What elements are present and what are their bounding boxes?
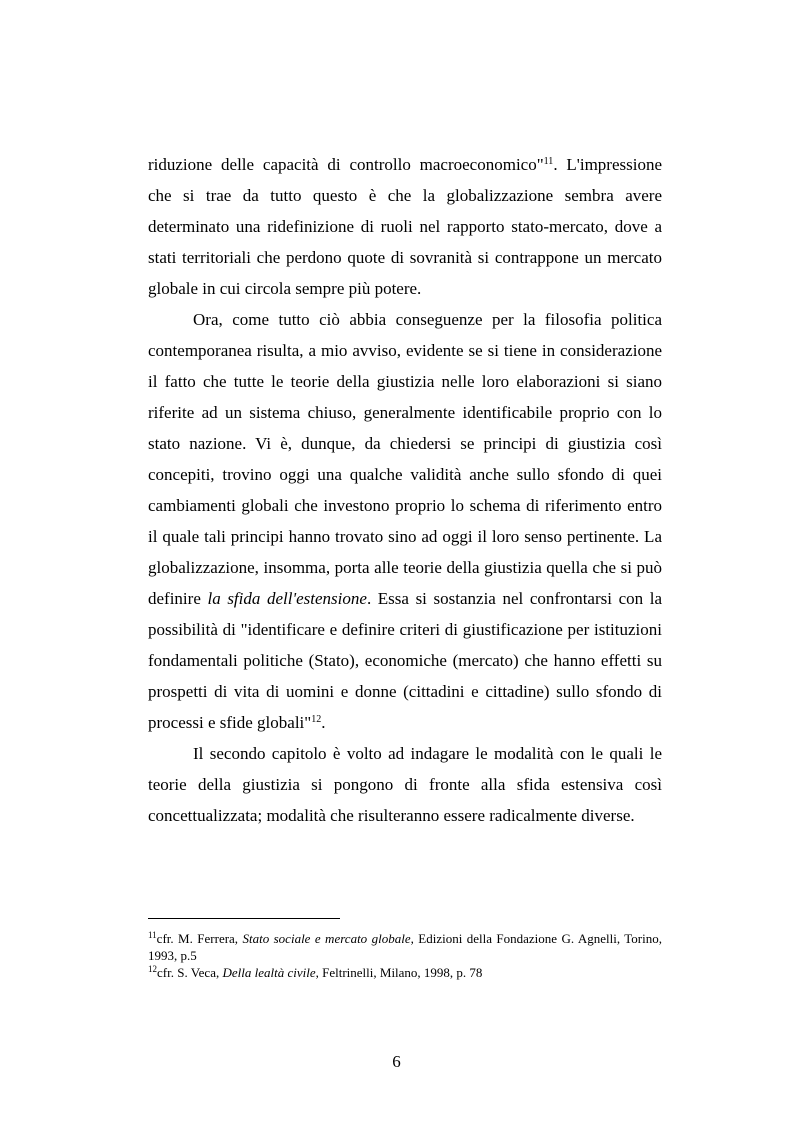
footnote-marker: 12 [148, 964, 157, 974]
paragraph-2-text-c: . [321, 713, 326, 732]
paragraph-3 [148, 738, 662, 831]
footnote-12 [148, 964, 662, 981]
page-number: 6 [392, 1052, 401, 1071]
paragraph-2-text-a: Ora, come tutto ciò abbia conseguenze per la filosofia politica contemporanea risulta, a mio avviso, evidente se si tiene in considerazione il fatto che tutte le teorie della giustizia nelle loro elaborazioni si siano riferite ad un sistema chiuso, generalmente identificabile proprio con lo stato nazione. Vi è, dunque, da chiedersi se principi di giustizia così concepiti, trovino oggi una qualche validità anche sullo sfondo di quei cambiamenti globali che investono proprio lo schema di riferimento entro il quale tali principi hanno trovato sino ad oggi il loro senso pertinente. La globalizzazione, insomma, porta alle teorie della giustizia quella che si può definire [148, 310, 662, 608]
footnote-text: Edizioni della Fondazione G. Agnelli, Torino, 1993, p.5 [148, 931, 662, 963]
paragraph-1-text-a: riduzione delle capacità di controllo macroeconomico" [148, 155, 544, 174]
paragraph-2 [148, 304, 662, 738]
paragraph-3-text: Il secondo capitolo è volto ad indagare le modalità con le quali le teorie della giustizia si pongono di fronte alla sfida estensiva così concettualizzata; modalità che risulteranno essere radicalmente diverse. [148, 744, 662, 825]
footnote-ref-11: 11 [543, 156, 554, 167]
page-body [148, 149, 662, 831]
footnote-title: Stato sociale e mercato globale, [242, 931, 414, 946]
footnote-marker: 11 [148, 930, 157, 940]
footnote-separator [148, 918, 340, 919]
paragraph-1 [148, 149, 662, 304]
paragraph-1-text-b: . L'impressione che si trae da tutto questo è che la globalizzazione sembra avere determinato una ridefinizione di ruoli nel rapporto stato-mercato, dove a stati territoriali che perdono quote di sovranità si contrappone un mercato globale in cui circola sempre più potere. [148, 155, 662, 298]
footnote-11 [148, 930, 662, 964]
paragraph-2-italic-phrase: la sfida dell'estensione [207, 589, 367, 608]
footnotes [148, 930, 662, 981]
footnote-text: cfr. S. Veca, [157, 965, 223, 980]
footnote-text: cfr. M. Ferrera, [156, 931, 243, 946]
footnote-title: Della lealtà civile [222, 965, 316, 980]
paragraph-2-text-b: . Essa si sostanzia nel confrontarsi con la possibilità di "identificare e definire criteri di giustificazione per istituzioni fondamentali politiche (Stato), economiche (mercato) che hanno effetti su prospetti di vita di uomini e donne (cittadini e cittadine) sullo sfondo di processi e sfide globali" [148, 589, 662, 732]
footnote-ref-12: 12 [311, 714, 322, 725]
footnote-text: , Feltrinelli, Milano, 1998, p. 78 [315, 965, 483, 980]
